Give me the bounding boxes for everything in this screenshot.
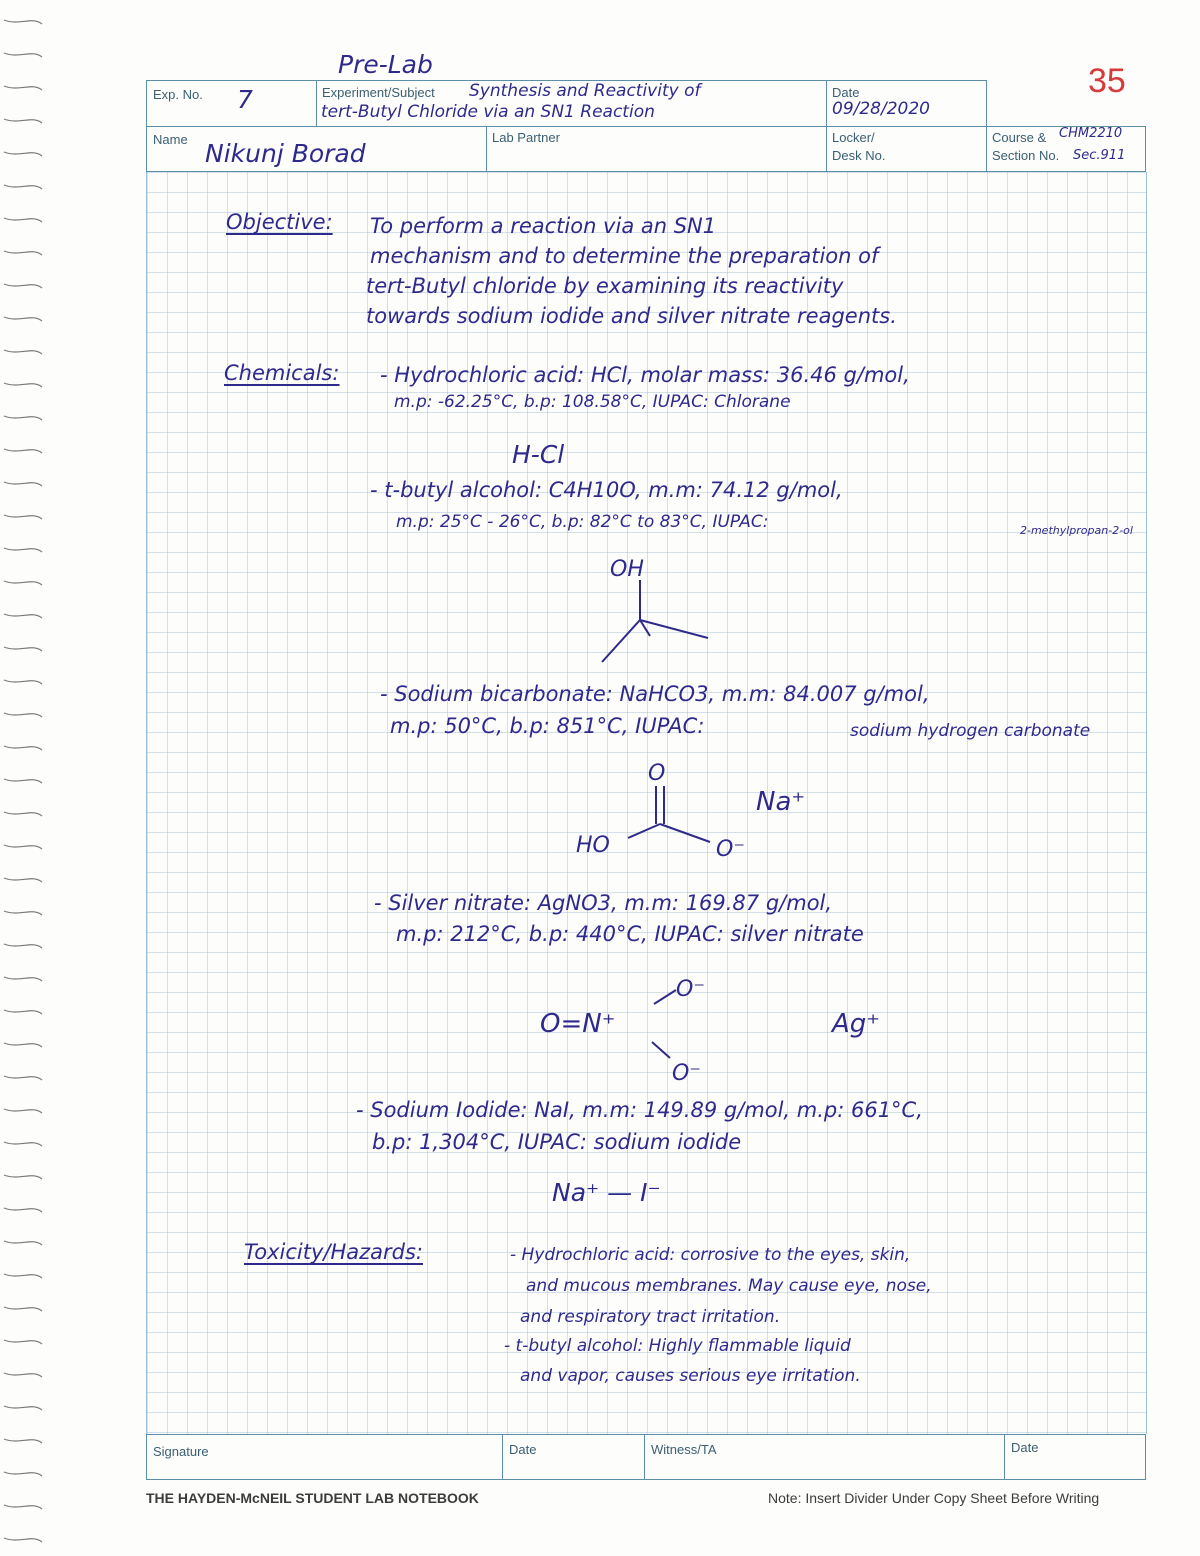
spiral-hole xyxy=(4,482,42,486)
bond-n-o-bottom xyxy=(652,1042,670,1058)
spiral-hole xyxy=(4,1010,42,1014)
agno3-ag-plus: Ag⁺ xyxy=(832,1009,881,1039)
course-cell xyxy=(987,127,1145,171)
spiral-hole xyxy=(4,1076,42,1080)
spiral-hole xyxy=(4,1439,42,1443)
nahco3-structure xyxy=(570,752,840,862)
name-cell xyxy=(147,127,487,171)
tbutanol-structure xyxy=(590,552,720,667)
bond-c-ominus xyxy=(660,824,710,842)
spiral-hole xyxy=(4,218,42,222)
date-cell-1 xyxy=(503,1435,645,1479)
header-row-2 xyxy=(146,126,1146,172)
spiral-binding xyxy=(0,0,60,1556)
nahco3-iupac: sodium hydrogen carbonate xyxy=(850,721,1091,741)
date-value: 09/28/2020 xyxy=(832,99,930,119)
spiral-hole xyxy=(4,515,42,519)
course-label-1: Course & xyxy=(992,130,1047,145)
spiral-hole xyxy=(4,1175,42,1179)
spiral-hole xyxy=(4,284,42,288)
spiral-hole xyxy=(4,1109,42,1113)
pre-lab-title: Pre-Lab xyxy=(338,50,433,79)
experiment-label: Experiment/Subject xyxy=(322,85,435,100)
spiral-hole xyxy=(4,746,42,750)
spiral-hole xyxy=(4,383,42,387)
spiral-hole xyxy=(4,1307,42,1311)
objective-line-3: tert-Butyl chloride by examining its reactivity xyxy=(366,274,844,298)
chemicals-heading: Chemicals: xyxy=(224,361,340,385)
exp-no-value: 7 xyxy=(237,85,253,114)
spiral-hole xyxy=(4,1043,42,1047)
spiral-hole xyxy=(4,119,42,123)
name-label: Name xyxy=(153,132,188,147)
bond-c-oh xyxy=(628,824,660,838)
locker-cell xyxy=(827,127,987,171)
nahco3-line-1: - Sodium bicarbonate: NaHCO3, m.m: 84.007 g/mol, xyxy=(380,682,930,706)
lab-partner-label: Lab Partner xyxy=(492,130,560,145)
spiral-hole xyxy=(4,86,42,90)
agno3-o-bottom: O⁻ xyxy=(672,1061,701,1086)
objective-line-1: To perform a reaction via an SN1 xyxy=(370,214,717,238)
spiral-hole xyxy=(4,1505,42,1509)
hcl-line-2: m.p: -62.25°C, b.p: 108.58°C, IUPAC: Chlorane xyxy=(394,392,791,412)
date-cell-2 xyxy=(1005,1435,1145,1479)
spiral-hole xyxy=(4,647,42,651)
nahco3-o-minus: O⁻ xyxy=(716,837,745,862)
agno3-o-double-n: O=N⁺ xyxy=(540,1009,616,1039)
signature-label: Signature xyxy=(153,1444,209,1459)
section-value: Sec.911 xyxy=(1073,148,1126,163)
notebook-brand: THE HAYDEN-McNEIL STUDENT LAB NOTEBOOK xyxy=(146,1490,479,1506)
date-cell xyxy=(827,81,986,126)
spiral-hole xyxy=(4,1373,42,1377)
spiral-hole xyxy=(4,1472,42,1476)
date-label-1: Date xyxy=(509,1442,537,1457)
spiral-hole xyxy=(4,713,42,717)
nahco3-na-plus: Na⁺ xyxy=(756,787,806,817)
spiral-hole xyxy=(4,185,42,189)
date-label-2: Date xyxy=(1011,1440,1039,1455)
agno3-structure xyxy=(536,966,906,1086)
toxicity-line-1: - Hydrochloric acid: corrosive to the eyes, skin, xyxy=(510,1245,911,1265)
toxicity-line-4: - t-butyl alcohol: Highly flammable liquid xyxy=(504,1336,851,1356)
objective-line-2: mechanism and to determine the preparation of xyxy=(370,244,879,268)
exp-no-cell xyxy=(147,81,317,126)
spiral-hole xyxy=(4,944,42,948)
tbutanol-line-2: m.p: 25°C - 26°C, b.p: 82°C to 83°C, IUPAC: xyxy=(396,512,769,532)
course-value: CHM2210 xyxy=(1059,126,1123,141)
spiral-hole xyxy=(4,977,42,981)
nai-line-1: - Sodium Iodide: NaI, m.m: 149.89 g/mol, m.p: 661°C, xyxy=(356,1098,923,1122)
witness-cell xyxy=(645,1435,1005,1479)
experiment-cell xyxy=(317,81,827,126)
spiral-hole xyxy=(4,1241,42,1245)
locker-label-2: Desk No. xyxy=(832,148,886,163)
spiral-hole xyxy=(4,53,42,57)
spiral-hole xyxy=(4,350,42,354)
signature-cell xyxy=(147,1435,503,1479)
spiral-hole xyxy=(4,680,42,684)
toxicity-line-2: and mucous membranes. May cause eye, nose, xyxy=(526,1276,932,1296)
spiral-hole xyxy=(4,1274,42,1278)
spiral-hole xyxy=(4,1538,42,1542)
tbutanol-iupac: 2-methylpropan-2-ol xyxy=(1020,524,1133,537)
objective-line-4: towards sodium iodide and silver nitrate reagents. xyxy=(366,304,897,328)
lab-partner-cell xyxy=(487,127,827,171)
bond-n-o-top xyxy=(654,990,676,1004)
toxicity-heading: Toxicity/Hazards: xyxy=(244,1240,423,1264)
exp-no-label: Exp. No. xyxy=(153,87,203,102)
nai-line-2: b.p: 1,304°C, IUPAC: sodium iodide xyxy=(372,1130,742,1154)
agno3-line-2: m.p: 212°C, b.p: 440°C, IUPAC: silver nitrate xyxy=(396,922,864,946)
spiral-hole xyxy=(4,449,42,453)
tbutanol-line-1: - t-butyl alcohol: C4H10O, m.m: 74.12 g/mol, xyxy=(370,478,843,502)
course-label-2: Section No. xyxy=(992,148,1060,163)
name-value: Nikunj Borad xyxy=(205,139,366,168)
header-row-1 xyxy=(146,80,987,127)
spiral-hole xyxy=(4,845,42,849)
spiral-hole xyxy=(4,1340,42,1344)
copy-sheet-note: Note: Insert Divider Under Copy Sheet Before Writing xyxy=(768,1490,1100,1506)
footer-signature-row xyxy=(146,1434,1146,1480)
nahco3-line-2: m.p: 50°C, b.p: 851°C, IUPAC: xyxy=(390,714,705,738)
witness-label: Witness/TA xyxy=(651,1442,717,1457)
agno3-line-1: - Silver nitrate: AgNO3, m.m: 169.87 g/mol, xyxy=(374,891,833,915)
spiral-hole xyxy=(4,614,42,618)
spiral-hole xyxy=(4,1142,42,1146)
date-label: Date xyxy=(832,85,860,100)
nahco3-carbonyl-o: O xyxy=(648,761,666,786)
objective-heading: Objective: xyxy=(226,210,333,234)
spiral-hole xyxy=(4,152,42,156)
spiral-hole xyxy=(4,548,42,552)
hcl-structure: H-Cl xyxy=(512,440,565,469)
agno3-o-top: O⁻ xyxy=(676,977,705,1002)
spiral-hole xyxy=(4,911,42,915)
experiment-line-1: Synthesis and Reactivity of xyxy=(469,81,701,101)
nahco3-ho: HO xyxy=(576,833,610,858)
spiral-hole xyxy=(4,878,42,882)
tbutanol-oh-label: OH xyxy=(610,557,644,582)
nai-structure: Na⁺ — I⁻ xyxy=(552,1178,661,1207)
experiment-line-2: tert-Butyl Chloride via an SN1 Reaction xyxy=(321,102,655,122)
spiral-hole xyxy=(4,812,42,816)
spiral-hole xyxy=(4,1406,42,1410)
spiral-hole xyxy=(4,317,42,321)
toxicity-line-3: and respiratory tract irritation. xyxy=(520,1307,781,1327)
page-number: 35 xyxy=(1088,62,1126,100)
locker-label-1: Locker/ xyxy=(832,130,875,145)
spiral-hole xyxy=(4,251,42,255)
hcl-line-1: - Hydrochloric acid: HCl, molar mass: 36.46 g/mol, xyxy=(380,363,910,387)
bond-c-ch3-left xyxy=(602,620,640,662)
toxicity-line-5: and vapor, causes serious eye irritation. xyxy=(520,1366,861,1386)
spiral-hole xyxy=(4,20,42,24)
spiral-hole xyxy=(4,416,42,420)
spiral-hole xyxy=(4,1208,42,1212)
spiral-hole xyxy=(4,581,42,585)
spiral-hole xyxy=(4,779,42,783)
